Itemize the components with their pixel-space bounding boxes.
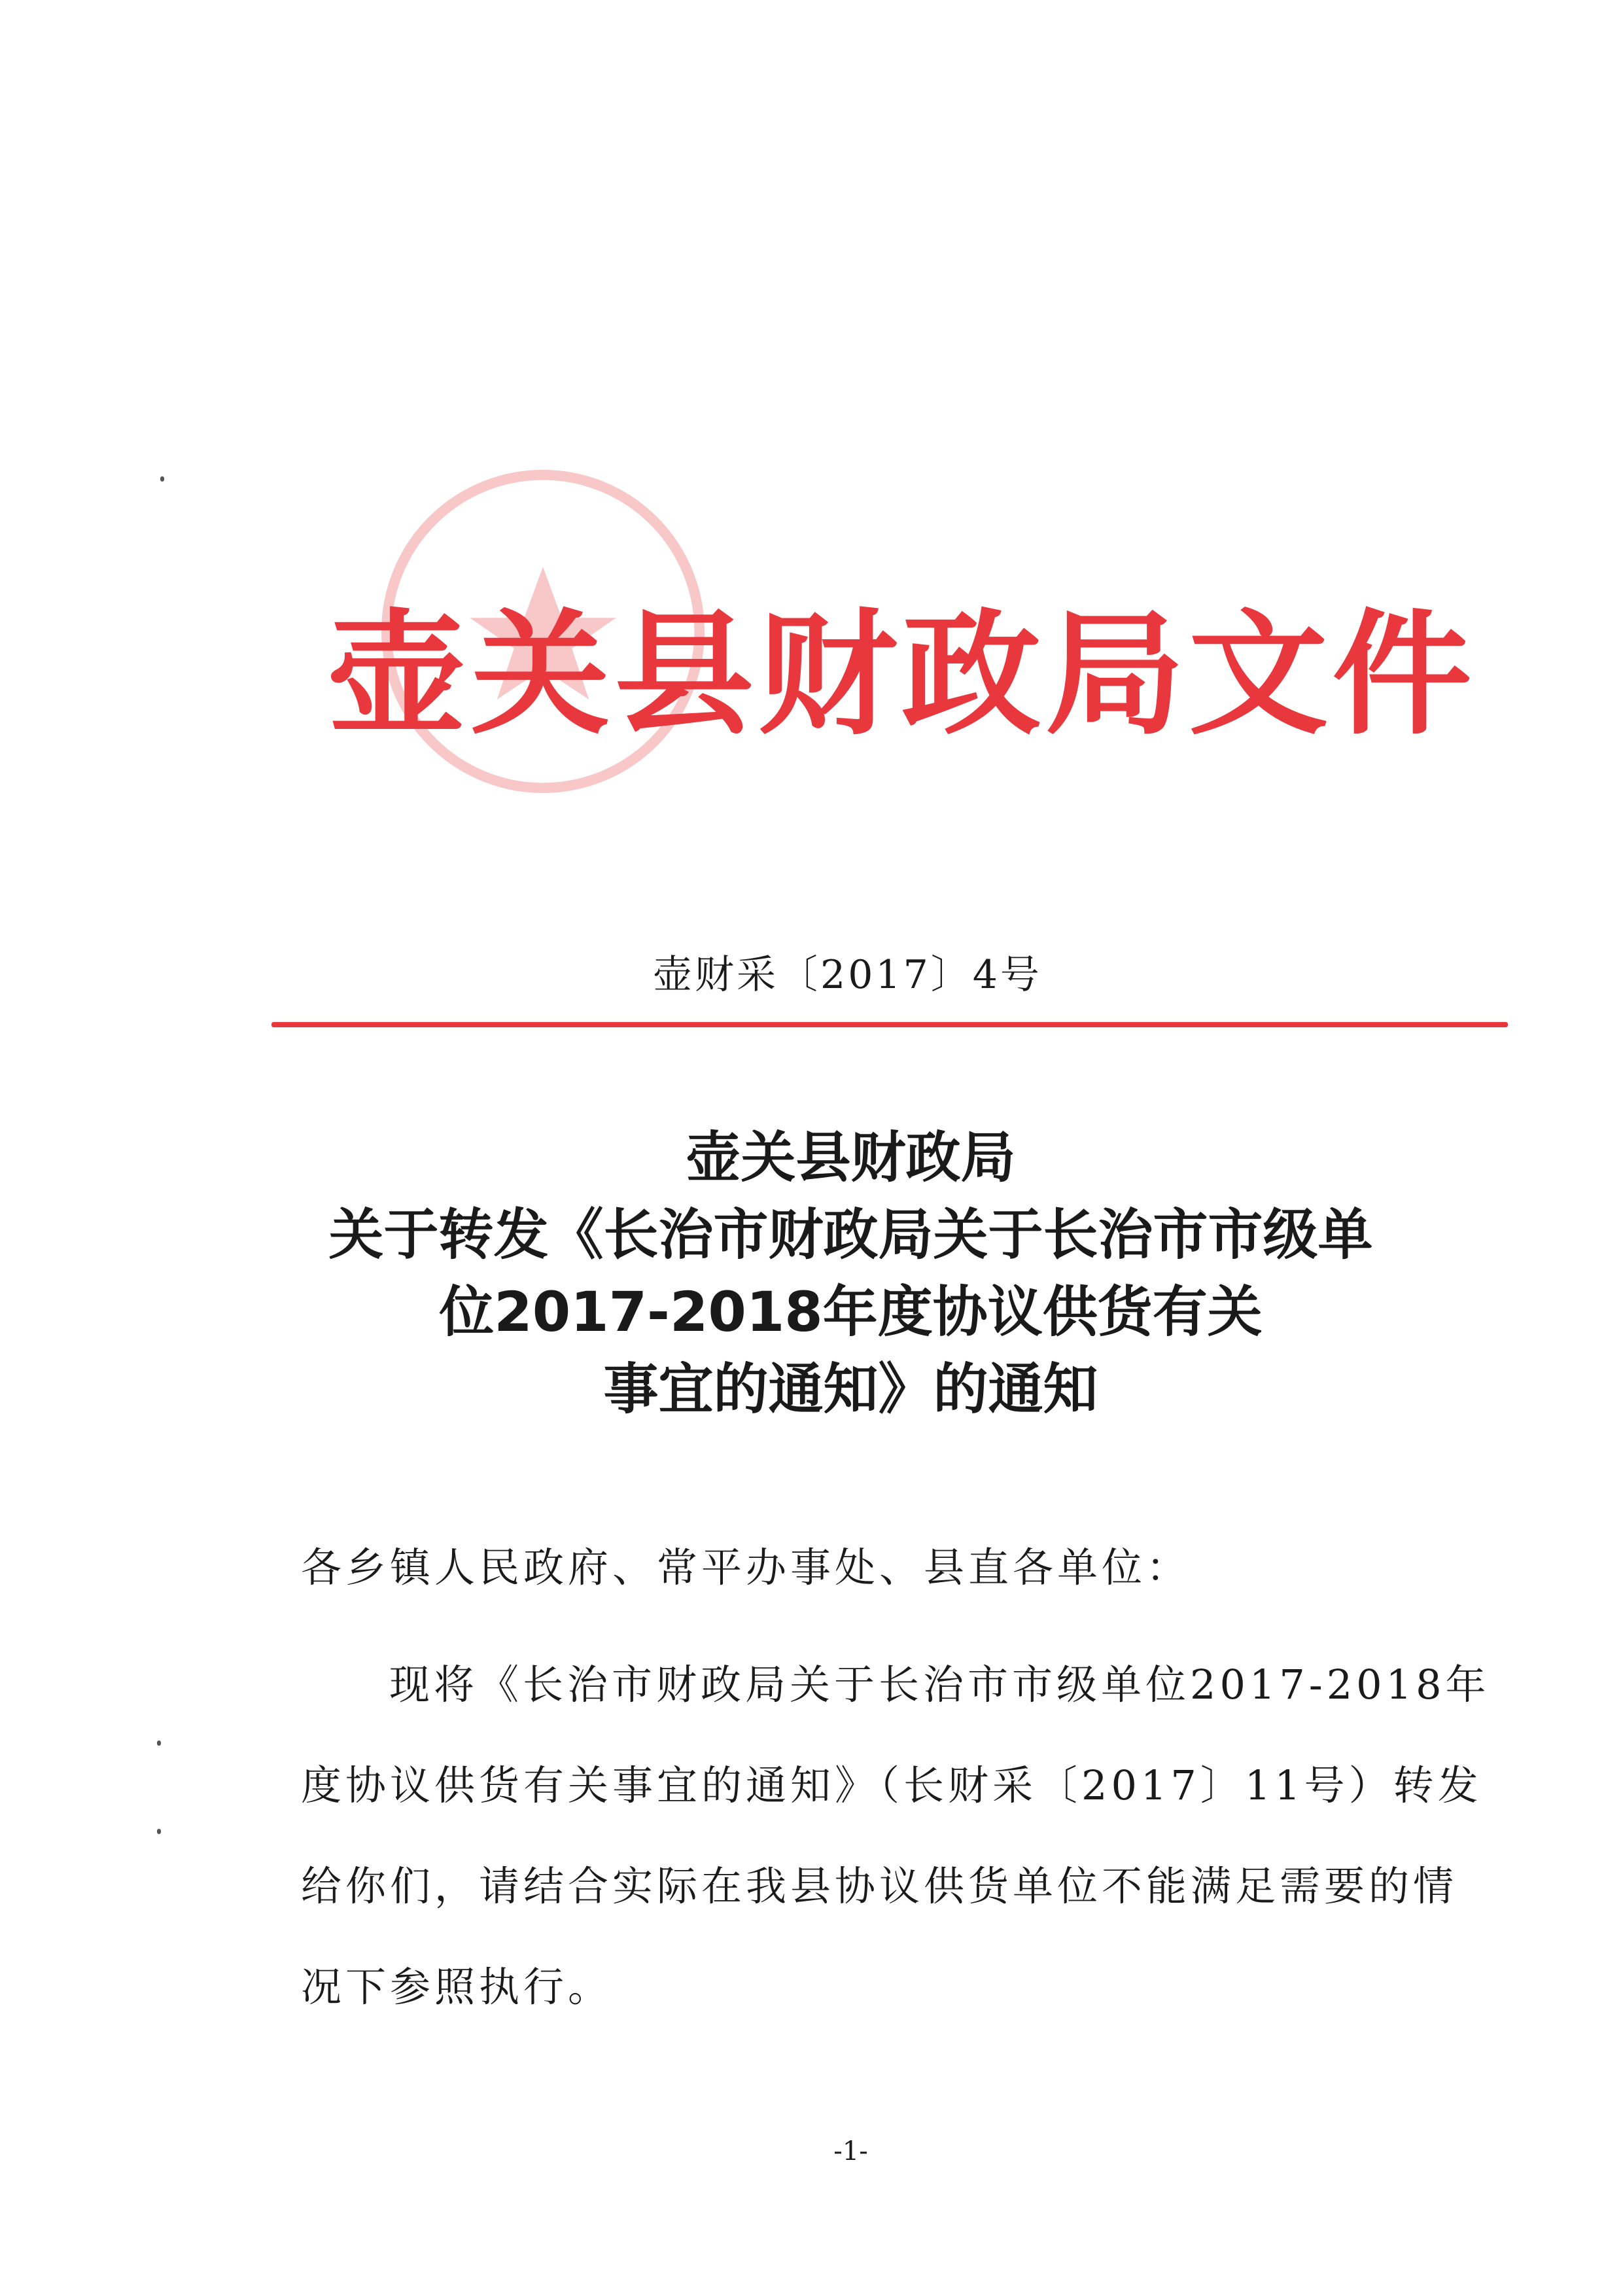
document-number: 壶财采〔2017〕4号 xyxy=(653,952,1042,998)
body-line: 度协议供货有关事宜的通知》（长财采〔2017〕11号）转发 xyxy=(301,1761,1482,1809)
body-line: 现将《长治市财政局关于长治市市级单位2017-2018年 xyxy=(389,1661,1490,1708)
body-line: 给你们，请结合实际在我县协议供货单位不能满足需要的情 xyxy=(301,1862,1458,1910)
body-line: 况下参照执行。 xyxy=(301,1963,613,2011)
red-divider-line xyxy=(271,1022,1508,1027)
page-number: -1- xyxy=(833,2136,868,2166)
margin-speck xyxy=(157,1740,161,1746)
margin-speck xyxy=(160,476,164,482)
margin-speck xyxy=(157,1829,161,1834)
notice-title-line: 关于转发《长治市财政局关于长治市市级单 xyxy=(328,1203,1373,1267)
notice-title xyxy=(0,1119,1623,1428)
body-paragraph xyxy=(301,1634,1490,2038)
issuer-header-title: 壶关县财政局文件 xyxy=(327,597,1476,753)
notice-title-line: 事宜的通知》的通知 xyxy=(603,1357,1098,1421)
notice-title-line: 位2017-2018年度协议供货有关 xyxy=(439,1280,1263,1344)
notice-title-line: 壶关县财政局 xyxy=(686,1125,1016,1190)
salutation: 各乡镇人民政府、常平办事处、县直各单位： xyxy=(301,1544,1191,1591)
